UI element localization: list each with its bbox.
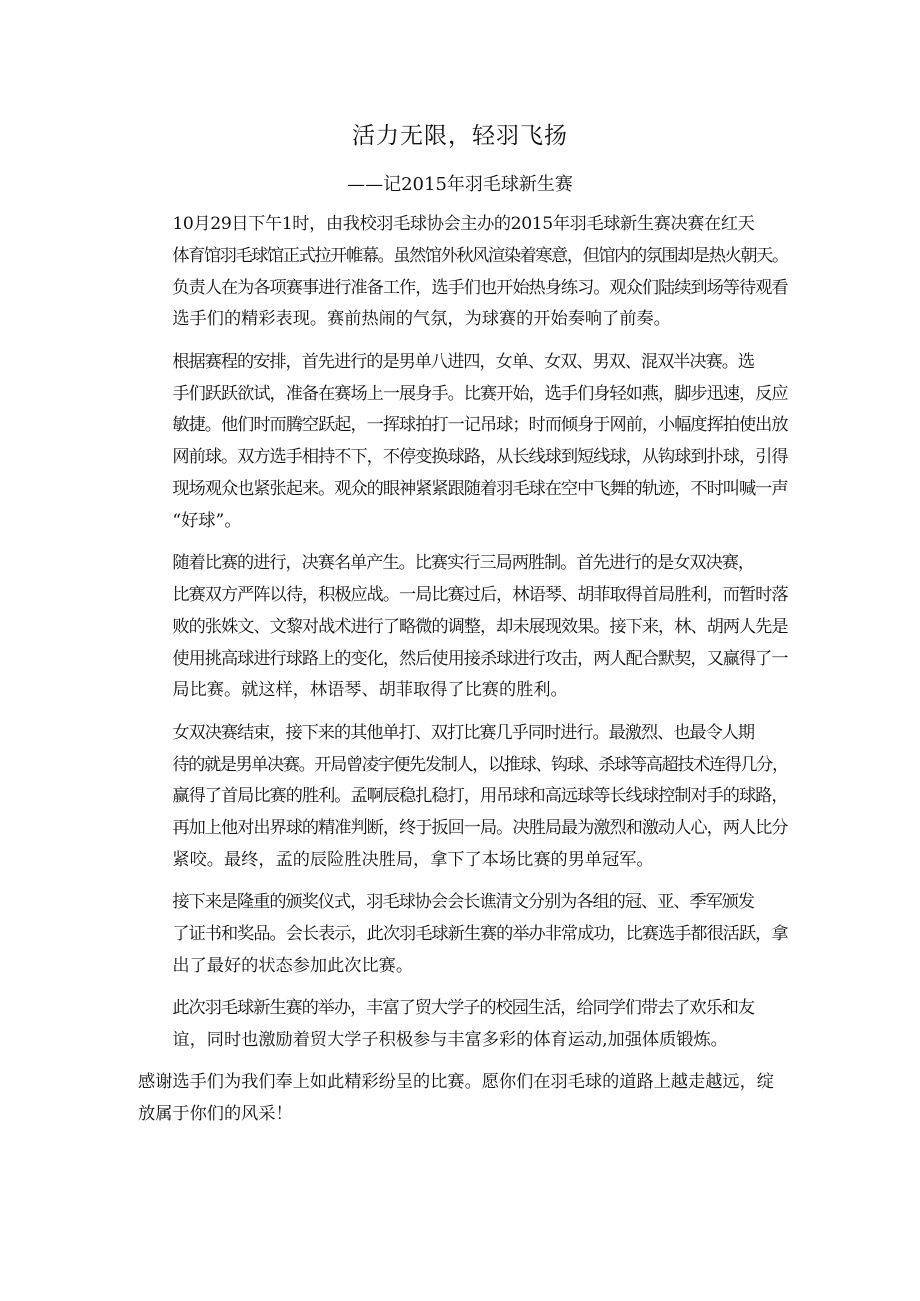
paragraph-line: 选手们的精彩表现。赛前热闹的气氛，为球赛的开始奏响了前奏。	[172, 309, 671, 330]
paragraph-line: 赢得了首局比赛的胜利。孟啊辰稳扎稳打，用吊球和高远球等长线球控制对手的球路，	[172, 786, 788, 807]
paragraph-line: 网前球。双方选手相持不下，不停变换球路，从长线球到短线球，从钩球到扑球，引得	[172, 447, 788, 468]
paragraph-line: 再加上他对出界球的精准判断，终于扳回一局。决胜局最为激烈和激动人心，两人比分	[172, 818, 788, 839]
paragraph-line: 待的就是男单决赛。开局曾凌宇便先发制人，以推球、钩球、杀球等高超技术连得几分，	[172, 754, 788, 775]
paragraph-line: 感谢选手们为我们奉上如此精彩纷呈的比赛。愿你们在羽毛球的道路上越走越远，绽	[138, 1072, 774, 1093]
paragraph-line: 10月29日下午1时，由我校羽毛球协会主办的2015年羽毛球新生赛决赛在红天	[172, 214, 755, 234]
paragraph-line: 负责人在为各项赛事进行准备工作，选手们也开始热身练习。观众们陆续到场等待观看	[172, 277, 788, 298]
paragraph-line: 比赛双方严阵以待，积极应战。一局比赛过后，林语琴、胡菲取得首局胜利，而暂时落	[172, 584, 788, 605]
article-paragraph	[138, 548, 788, 707]
paragraph-line: 了证书和奖品。会长表示，此次羽毛球新生赛的举办非常成功，比赛选手都很活跃，拿	[172, 924, 788, 945]
paragraph-line: “好球”。	[172, 510, 242, 531]
article-paragraph	[138, 718, 788, 877]
paragraph-line: 现场观众也紧张起来。观众的眼神紧紧跟随着羽毛球在空中飞舞的轨迹，不时叫喊一声	[172, 478, 788, 499]
paragraph-line: 体育馆羽毛球馆正式拉开帷幕。虽然馆外秋风渲染着寒意，但馆内的氛围却是热火朝天。	[172, 245, 788, 266]
article-paragraph	[138, 1067, 788, 1131]
article-paragraph	[138, 347, 788, 538]
paragraph-line: 根据赛程的安排，首先进行的是男单八进四，女单、女双、男双、混双半决赛。选	[172, 351, 755, 372]
paragraph-line: 局比赛。就这样，林语琴、胡菲取得了比赛的胜利。	[172, 680, 568, 701]
article-paragraph	[138, 209, 788, 336]
paragraph-line: 放属于你们的风采！	[138, 1104, 293, 1125]
article-title: 活力无限，轻羽飞扬	[352, 123, 568, 149]
paragraph-line: 谊，同时也激励着贸大学子积极参与丰富多彩的体育运动,加强体质锻炼。	[172, 1030, 728, 1051]
paragraph-line: 女双决赛结束，接下来的其他单打、双打比赛几乎同时进行。最激烈、也最令人期	[172, 722, 755, 743]
paragraph-line: 随着比赛的进行，决赛名单产生。比赛实行三局两胜制。首先进行的是女双决赛，	[172, 553, 755, 574]
paragraph-line: 出了最好的状态参加此次比赛。	[172, 955, 414, 976]
article-subtitle: ——记2015年羽毛球新生赛	[347, 174, 573, 195]
paragraph-line: 败的张姝文、文黎对战术进行了略微的调整，却未展现效果。接下来，林、胡两人先是	[172, 616, 788, 637]
paragraph-line: 此次羽毛球新生赛的举办，丰富了贸大学子的校园生活，给同学们带去了欢乐和友	[172, 998, 755, 1019]
paragraph-line: 手们跃跃欲试，准备在赛场上一展身手。比赛开始，选手们身轻如燕，脚步迅速，反应	[172, 383, 788, 404]
paragraph-line: 紧咬。最终，孟的辰险胜决胜局，拿下了本场比赛的男单冠军。	[172, 849, 654, 870]
article-paragraph	[138, 887, 788, 982]
article-body	[138, 209, 788, 1131]
paragraph-line: 接下来是隆重的颁奖仪式，羽毛球协会会长谯清文分别为各组的冠、亚、季军颁发	[172, 892, 755, 913]
paragraph-line: 敏捷。他们时而腾空跃起，一挥球拍打一记吊球；时而倾身于网前，小幅度挥拍使出放	[172, 415, 788, 436]
article-paragraph	[138, 993, 788, 1057]
paragraph-line: 使用挑高球进行球路上的变化，然后使用接杀球进行攻击，两人配合默契，又赢得了一	[172, 648, 788, 669]
